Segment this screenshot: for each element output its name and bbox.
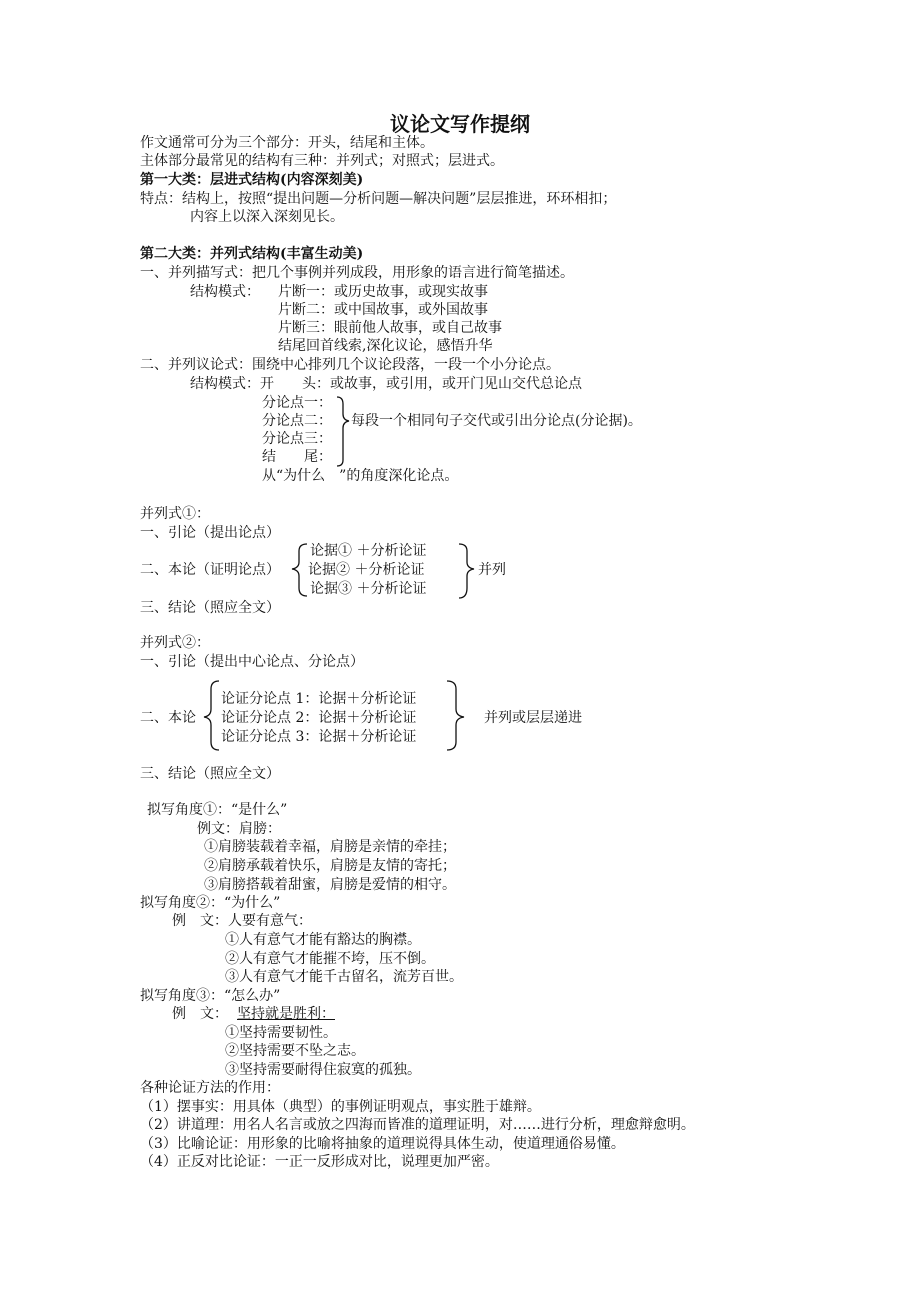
p2-intro: 一、引论（提出中心论点、分论点） xyxy=(140,654,364,670)
p1-evidence-3: 论据③ ＋分析论证 xyxy=(310,581,427,597)
p2-left-brace xyxy=(204,681,219,750)
cat2-point-2: 分论点二： xyxy=(262,413,332,429)
cat2-mode-label-2: 结构模式：开 头：或故事，或引用，或开门见山交代总论点 xyxy=(190,376,582,392)
cat2-desc-title: 一、并列描写式：把几个事例并列成段，用形象的语言进行简笔描述。 xyxy=(140,265,574,281)
angle-1-heading: 拟写角度①：“是什么” xyxy=(147,802,288,818)
p2-argument-2: 论证分论点 2：论据＋分析论证 xyxy=(221,710,417,726)
p2-argument-3: 论证分论点 3：论据＋分析论证 xyxy=(221,729,417,745)
p1-evidence-1: 论据① ＋分析论证 xyxy=(310,543,427,559)
cat1-heading: 第一大类：层进式结构(内容深刻美) xyxy=(140,172,364,188)
cat2-point-1: 分论点一： xyxy=(262,395,332,411)
p1-body: 二、本论（证明论点） xyxy=(140,562,280,578)
intro-line-2: 主体部分最常见的结构有三种：并列式；对照式；层进式。 xyxy=(140,153,504,169)
angle-1-example: 例文：肩膀： xyxy=(197,821,281,837)
method-1: （1）摆事实：用具体（典型）的事例证明观点，事实胜于雄辩。 xyxy=(140,1099,541,1115)
cat2-heading: 第二大类：并列式结构(丰富生动美) xyxy=(140,246,364,262)
cat2-point-end: 结 尾： xyxy=(262,449,332,465)
angle-2-item-3: ③人有意气才能千古留名，流芳百世。 xyxy=(225,969,463,985)
angle-1-item-2: ②肩膀承载着快乐，肩膀是友情的寄托； xyxy=(204,858,456,874)
angle-3-item-1: ①坚持需要韧性。 xyxy=(225,1025,337,1041)
cat1-feature-1: 特点：结构上，按照“提出问题—分析问题—解决问题”层层推进，环环相扣； xyxy=(140,191,617,207)
p2-body: 二、本论 xyxy=(140,710,196,726)
cat2-point-why: 从“为什么 ”的角度深化论点。 xyxy=(262,468,459,484)
angle-2-example: 例 文：人要有意气： xyxy=(172,913,312,929)
method-2: （2）讲道理：用名人名言或放之四海而皆准的道理证明，对……进行分析，理愈辩愈明。 xyxy=(140,1117,695,1133)
cat2-frag-2: 片断二：或中国故事，或外国故事 xyxy=(278,302,488,318)
p1-left-brace xyxy=(292,544,307,596)
angle-2-item-1: ①人有意气才能有豁达的胸襟。 xyxy=(225,932,421,948)
cat2-mode-label: 结构模式： xyxy=(190,284,260,300)
method-4: （4）正反对比论证：一正一反形成对比，说理更加严密。 xyxy=(140,1154,499,1170)
p2-right-brace xyxy=(447,681,464,750)
cat1-feature-2: 内容上以深入深刻见长。 xyxy=(190,209,344,225)
cat2-arg-title: 二、并列议论式：围绕中心排列几个议论段落，一段一个小分论点。 xyxy=(140,357,560,373)
angle-1-item-1: ①肩膀装载着幸福，肩膀是亲情的牵挂； xyxy=(204,839,456,855)
page-title: 议论文写作提纲 xyxy=(390,112,530,136)
cat2-frag-end: 结尾回首线索,深化议论，感悟升华 xyxy=(278,338,493,354)
p2-argument-1: 论证分论点 1：论据＋分析论证 xyxy=(221,691,417,707)
methods-heading: 各种论证方法的作用： xyxy=(140,1080,280,1096)
p1-evidence-2: 论据② ＋分析论证 xyxy=(308,562,425,578)
p1-right-brace xyxy=(459,544,474,598)
p1-heading: 并列式①： xyxy=(140,506,210,522)
angle-2-item-2: ②人有意气才能摧不垮，压不倒。 xyxy=(225,951,435,967)
angle-3-heading: 拟写角度③：“怎么办” xyxy=(140,988,281,1004)
angle-2-heading: 拟写角度②：“为什么” xyxy=(140,895,281,911)
cat2-frag-1: 片断一：或历史故事，或现实故事 xyxy=(278,284,488,300)
intro-line-1: 作文通常可分为三个部分：开头，结尾和主体。 xyxy=(140,135,434,151)
angle-3-example-label: 例 文： xyxy=(172,1006,228,1022)
method-3: （3）比喻论证：用形象的比喻将抽象的道理说得具体生动，使道理通俗易懂。 xyxy=(140,1136,625,1152)
angle-3-item-3: ③坚持需要耐得住寂寞的孤独。 xyxy=(225,1062,421,1078)
points-brace xyxy=(337,397,349,466)
cat2-point-3: 分论点三： xyxy=(262,431,332,447)
cat2-frag-3: 片断三：眼前他人故事，或自己故事 xyxy=(278,320,502,336)
p1-intro: 一、引论（提出论点） xyxy=(140,525,280,541)
angle-3-item-2: ②坚持需要不坠之志。 xyxy=(225,1043,365,1059)
p2-right-label: 并列或层层递进 xyxy=(484,710,582,726)
p2-heading: 并列式②： xyxy=(140,635,210,651)
p1-conclusion: 三、结论（照应全文） xyxy=(140,600,280,616)
cat2-point-note: 每段一个相同句子交代或引出分论点(分论据)。 xyxy=(351,413,642,429)
angle-3-example-title: 坚持就是胜利： xyxy=(237,1006,335,1022)
p2-conclusion: 三、结论（照应全文） xyxy=(140,766,280,782)
p1-right-label: 并列 xyxy=(478,562,506,578)
angle-1-item-3: ③肩膀搭载着甜蜜，肩膀是爱情的相守。 xyxy=(204,877,456,893)
